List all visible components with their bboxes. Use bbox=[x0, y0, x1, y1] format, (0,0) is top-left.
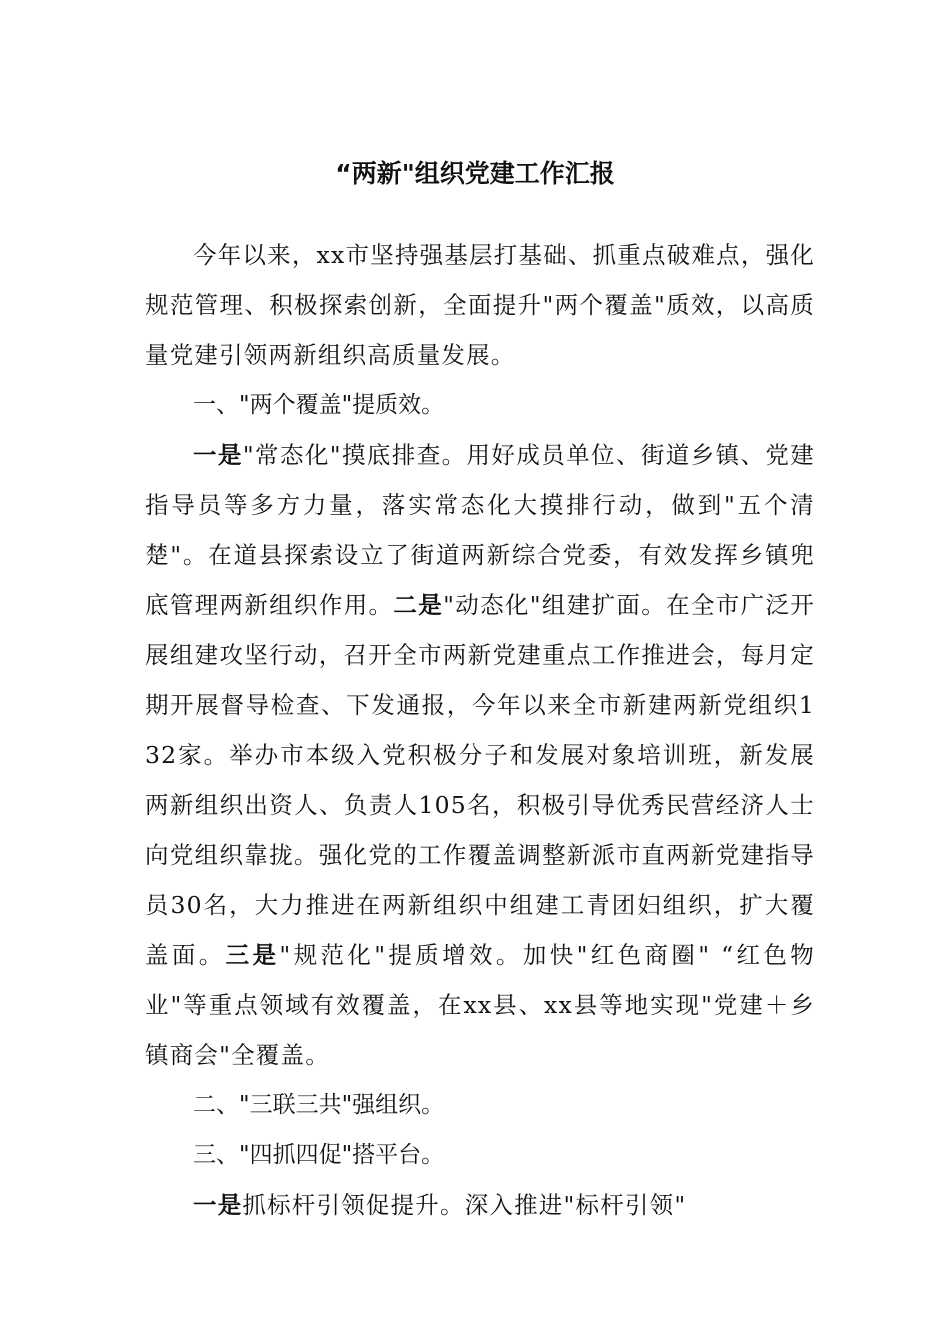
section-1-lead-3: 三是 bbox=[225, 941, 280, 969]
section-1-lead-1: 一是 bbox=[193, 441, 243, 469]
section-3-text-1: 抓标杆引领促提升。深入推进"标杆引领" bbox=[242, 1191, 687, 1219]
section-1-text-2: "动态化"组建扩面。在全市广泛开展组建攻坚行动，召开全市两新党建重点工作推进会，每月定期开展督导检查、下发通报，今年以来全市新建两新党组织132家。举办市本级入党积极分子和发展对象培训班，新发展两新组织出资人、负责人105名，积极引导优秀民营经济人士向党组织靠拢。强化党的工作覆盖调整新派市直两新党建指导员30名，大力推进在两新组织中组建工青团妇组织，扩大覆盖面。 bbox=[145, 591, 816, 969]
section-1-lead-2: 二是 bbox=[393, 591, 444, 619]
section-3-lead-1: 一是 bbox=[193, 1191, 243, 1219]
section-3-heading: 三、"四抓四促"搭平台。 bbox=[193, 1142, 445, 1168]
section-2-heading: 二、"三联三共"强组织。 bbox=[193, 1092, 445, 1118]
section-1-heading: 一、"两个覆盖"提质效。 bbox=[193, 392, 445, 418]
section-1-paragraph bbox=[145, 430, 815, 1080]
section-3-paragraph bbox=[145, 1180, 815, 1230]
intro-paragraph: 今年以来，xx市坚持强基层打基础、抓重点破难点，强化规范管理、积极探索创新，全面提升"两个覆盖"质效，以高质量党建引领两新组织高质量发展。 bbox=[145, 241, 815, 369]
section-1-text-3: "规范化"提质增效。加快"红色商圈" “红色物业"等重点领域有效覆盖，在xx县、xx县等地实现"党建＋乡镇商会"全覆盖。 bbox=[145, 941, 815, 1069]
section-1-text-1: "常态化"摸底排查。用好成员单位、街道乡镇、党建指导员等多方力量，落实常态化大摸排行动，做到"五个清楚"。在道县探索设立了街道两新综合党委，有效发挥乡镇兜底管理两新组织作用。 bbox=[145, 441, 816, 619]
document-body bbox=[145, 230, 815, 1230]
document-title: “两新"组织党建工作汇报 bbox=[335, 159, 615, 188]
